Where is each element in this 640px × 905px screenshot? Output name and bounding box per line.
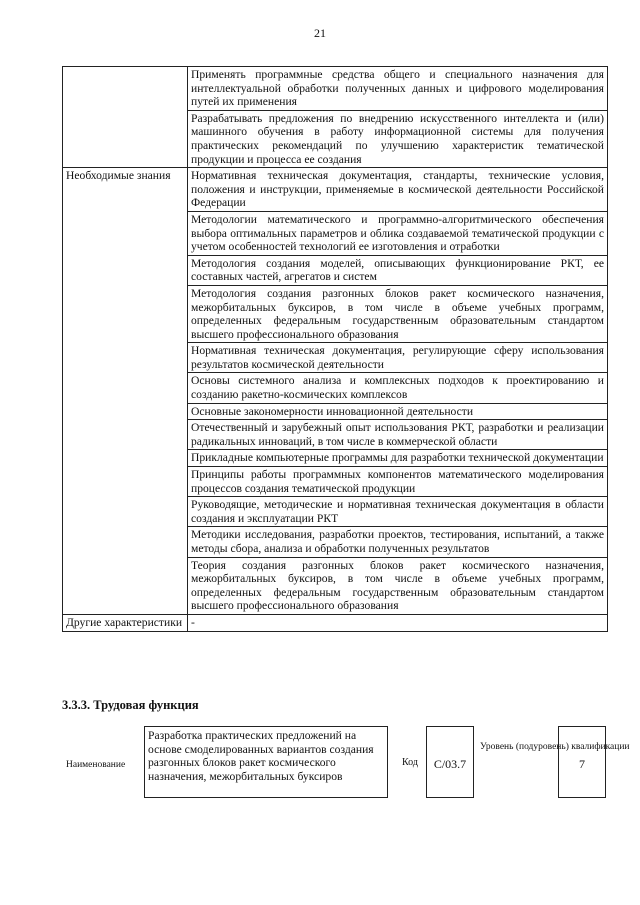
row-label: [63, 67, 188, 168]
requirements-table: [62, 66, 608, 632]
skill-row: [63, 67, 608, 111]
row-text: Методология создания моделей, описывающих функционирование РКТ, ее составных частей, агрегатов и систем: [188, 255, 608, 285]
row-text: -: [188, 614, 608, 631]
qualification-level-label: Уровень (подуровень) квалификации: [480, 742, 630, 752]
code-label: Код: [402, 757, 418, 768]
row-text: Нормативная техническая документация, стандарты, технические условия, положения и инструкции, применяемые в космической деятельности Российской Федерации: [188, 168, 608, 212]
row-text: Принципы работы программных компонентов математического моделирования процессов создания тематической продукции: [188, 467, 608, 497]
row-label: Необходимые знания: [63, 168, 188, 615]
knowledge-row: [63, 168, 608, 212]
row-label: Другие характеристики: [63, 614, 188, 631]
row-text: Применять программные средства общего и специального назначения для интеллектуальной обработки полученных данных и цифрового моделирования путей их применения: [188, 67, 608, 111]
row-text: Методологии математического и программно-алгоритмического обеспечения выбора оптимальных параметров и облика создаваемой тематической продукции с учетом особенностей технологий ее изготовления и отработки: [188, 211, 608, 255]
row-text: Основы системного анализа и комплексных подходов к проектированию и созданию ракетно-космических комплексов: [188, 373, 608, 403]
code-value-box: C/03.7: [426, 726, 474, 798]
row-text: Руководящие, методические и нормативная техническая документация в области создания и эксплуатации РКТ: [188, 497, 608, 527]
name-label: Наименование: [66, 760, 126, 770]
row-text: Основные закономерности инновационной деятельности: [188, 403, 608, 420]
section-heading: 3.3.3. Трудовая функция: [62, 698, 199, 712]
row-text: Методология создания разгонных блоков ракет космического назначения, межорбитальных буксиров, в том числе в объеме учебных программ, определенных федеральным государственным образовательным стандартом высшего профессионального образования: [188, 285, 608, 342]
row-text: Теория создания разгонных блоков ракет космического назначения, межорбитальных буксиров, в том числе в объеме учебных программ, определенных федеральным государственным образовательным стандартом высшего профессионального образования: [188, 557, 608, 614]
qualification-level-box: 7: [558, 726, 606, 798]
row-text: Прикладные компьютерные программы для разработки технической документации: [188, 450, 608, 467]
row-text: Разрабатывать предложения по внедрению искусственного интеллекта и (или) машинного обучения в работу информационной системы для получения практических рекомендаций по улучшению характеристик тематической продукции и процесса ее создания: [188, 110, 608, 167]
row-text: Нормативная техническая документация, регулирующие сферу использования результатов космической деятельности: [188, 343, 608, 373]
row-text: Отечественный и зарубежный опыт использования РКТ, разработки и реализации радикальных инноваций, в том числе в коммерческой области: [188, 420, 608, 450]
page-number: 21: [314, 26, 326, 40]
row-text: Методики исследования, разработки проектов, тестирования, испытаний, а также методы сбора, анализа и обработки полученных результатов: [188, 527, 608, 557]
function-name-box: Разработка практических предложений на основе смоделированных вариантов создания разгонных блоков ракет космического назначения, межорбитальных буксиров: [144, 726, 388, 798]
other-characteristics-row: [63, 614, 608, 631]
